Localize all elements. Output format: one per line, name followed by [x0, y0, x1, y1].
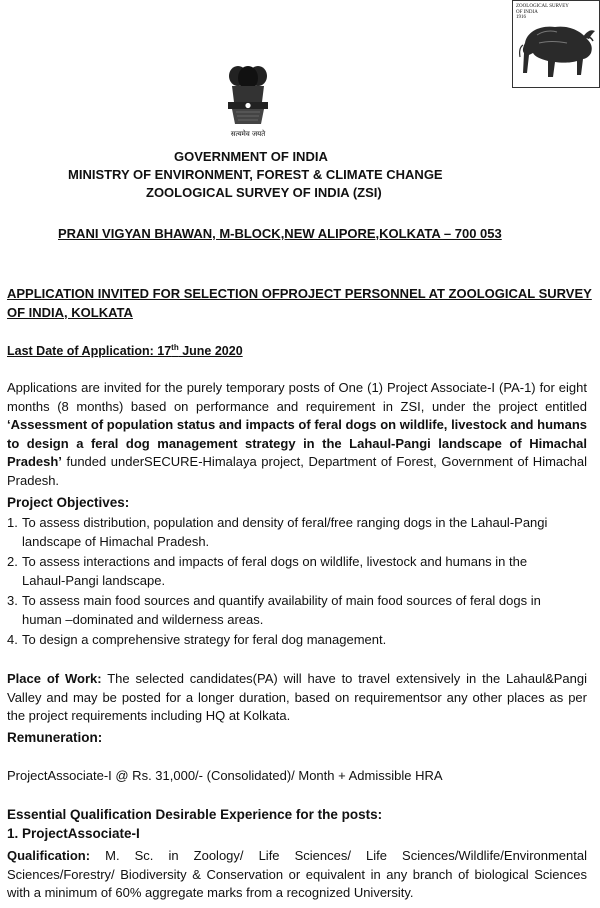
notice-title: APPLICATION INVITED FOR SELECTION OFPROJECT PERSONNEL AT ZOOLOGICAL SURVEY OF INDIA, KOLKATA	[7, 286, 592, 320]
qualification-paragraph: Qualification: M. Sc. in Zoology/ Life Sciences/ Life Sciences/Wildlife/Environmental Sciences/Forestry/ Biodiversity & Conservation or equivalent in any branch of biological Sciences with a minimum of 60% aggregate marks from a recognized University.	[7, 848, 587, 900]
objective-item: 1. To assess distribution, population and density of feral/free ranging dogs in the Lahaul-Pangi landscape of Himachal Pradesh.	[7, 515, 548, 549]
ashoka-emblem-icon	[218, 62, 278, 132]
objective-item: 4. To design a comprehensive strategy for feral dog management.	[7, 632, 387, 647]
place-of-work: Place of Work: The selected candidates(PA) will have to travel extensively in the Lahaul&Pangi Valley and may be posted for a longer duration, based on requirementsor any other places as per the project requirements including HQ at Kolkata.	[7, 671, 588, 723]
objectives-heading: Project Objectives:	[7, 495, 130, 510]
remuneration-heading: Remuneration:	[7, 730, 103, 745]
remuneration-text: ProjectAssociate-I @ Rs. 31,000/- (Consolidated)/ Month + Admissible HRA	[7, 768, 443, 783]
header-ministry: MINISTRY OF ENVIRONMENT, FOREST & CLIMATE CHANGE	[68, 167, 443, 182]
zsi-logo-text: ZOOLOGICAL SURVEY OF INDIA 1916	[516, 4, 569, 20]
emblem-motto: सत्यमेव जयते	[230, 130, 266, 138]
bison-icon	[517, 13, 597, 85]
application-deadline: Last Date of Application: 17th June 2020	[7, 343, 243, 359]
header-zsi: ZOOLOGICAL SURVEY OF INDIA (ZSI)	[146, 185, 382, 200]
header-government: GOVERNMENT OF INDIA	[174, 149, 328, 164]
national-emblem	[218, 62, 278, 142]
header-address: PRANI VIGYAN BHAWAN, M-BLOCK,NEW ALIPORE,KOLKATA – 700 053	[58, 226, 502, 241]
objective-item: 2. To assess interactions and impacts of feral dogs on wildlife, livestock and humans in the Lahaul-Pangi landscape.	[7, 554, 528, 588]
post-title: 1. ProjectAssociate-I	[7, 826, 140, 841]
qualification-heading: Essential Qualification Desirable Experience for the posts:	[7, 807, 383, 822]
objective-item: 3. To assess main food sources and quantify availability of main food sources of feral dogs in human –dominated and wilderness areas.	[7, 593, 541, 627]
intro-paragraph: Applications are invited for the purely temporary posts of One (1) Project Associate-I (PA-1) for eight months (8 months) based on performance and requirement in ZSI, under the project entitled ‘Assessment of population status and impacts of feral dogs on wildlife, livestock and humans to design a feral dog management strategy in the Lahaul-Pangi landscape of Himachal Pradesh’ funded underSECURE-Himalaya project, Department of Forest, Government of Himachal Pradesh.	[7, 380, 587, 488]
zsi-logo-stamp	[512, 0, 600, 88]
